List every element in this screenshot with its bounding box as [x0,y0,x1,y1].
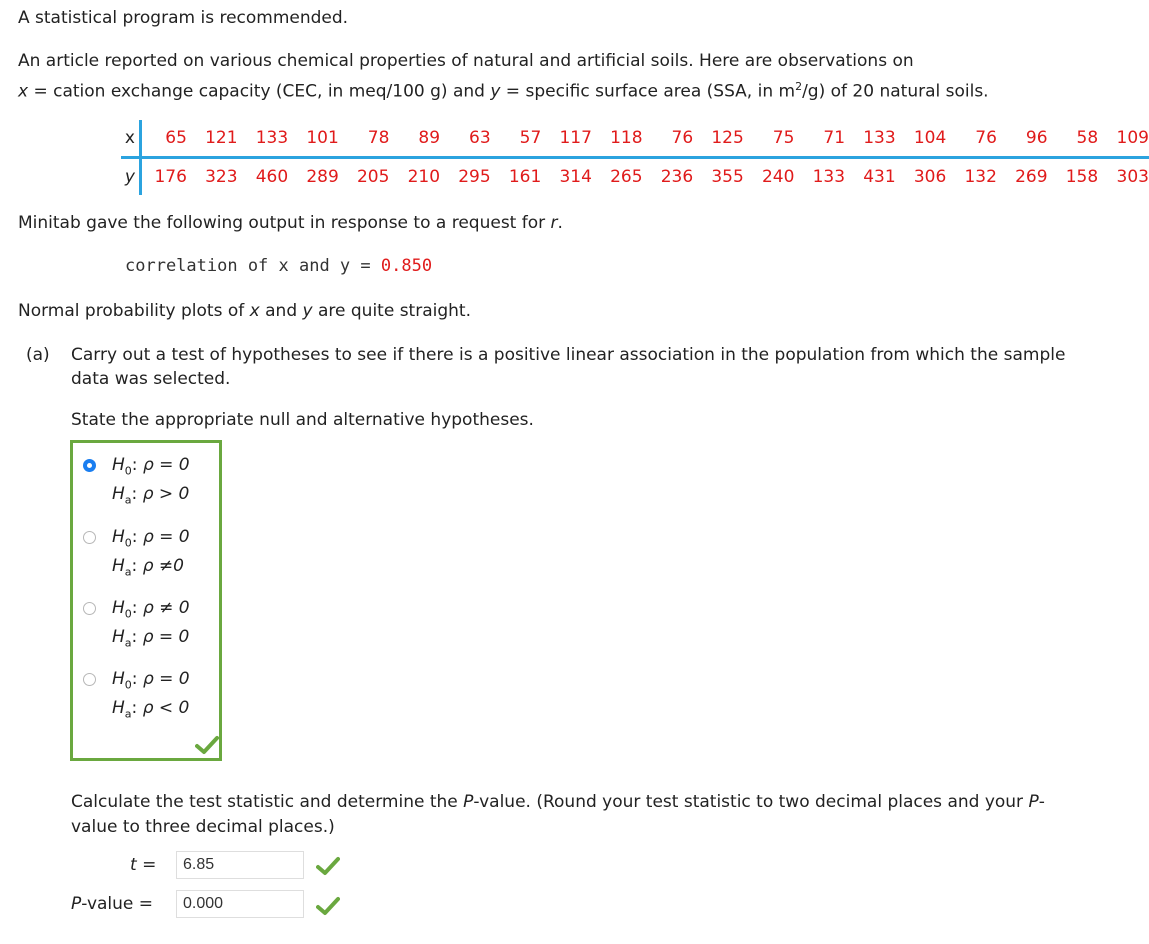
y-value-cell: 236 [660,167,694,187]
y-value-cell: 210 [407,167,441,187]
calc-line2: value to three decimal places.) [71,817,335,837]
alt-hypothesis-4: $H_a$: ρ < 0 [112,698,190,721]
x-definition: = cation exchange capacity (CEC, in meq/100 g) and [28,81,491,102]
y-value-cell: 132 [964,167,997,187]
y-value-cell: 306 [913,167,947,187]
y-value-cell: 289 [306,167,339,187]
minitab-text: Minitab gave the following output in response to a request for r. [18,213,563,233]
radio-option-1[interactable] [83,459,96,472]
x-value-cell: 76 [643,120,694,158]
calc-line1: Calculate the test statistic and determine the P-value. (Round your test statistic to two decimal places and your P- [71,792,1045,812]
y-value-cell: 314 [559,167,592,187]
y-value-cell: 133 [812,167,846,187]
hypotheses-options-box [70,440,222,761]
x-value-cell: 96 [997,120,1048,158]
intro-text: A statistical program is recommended. [18,8,349,28]
radio-option-3[interactable] [83,602,96,615]
null-hypothesis-1: $H_0$: ρ = 0 [112,455,190,478]
t-value-input[interactable]: 6.85 [176,851,304,879]
p-value-label: P-value = [71,894,154,914]
part-a-line2: data was selected. [71,369,231,389]
x-value-cell: 133 [845,120,896,158]
y-value-cell: 303 [1116,167,1149,187]
p-check-icon [316,896,340,916]
check-icon [195,735,219,755]
null-hypothesis-2: $H_0$: ρ = 0 [112,527,190,550]
x-row-label: x [121,120,140,158]
part-a-line1: Carry out a test of hypotheses to see if there is a positive linear association in the population from which the sample [71,345,1066,365]
null-hypothesis-4: $H_0$: ρ = 0 [112,669,190,692]
y-row-label: y [121,158,140,196]
y-value-cell: 355 [711,167,744,187]
y-value-cell: 295 [458,167,491,187]
x-value-cell: 65 [140,120,187,158]
null-hypothesis-3: $H_0$: ρ ≠ 0 [112,598,190,621]
p-value-input[interactable]: 0.000 [176,890,304,918]
x-var: x [18,81,29,102]
x-value-cell: 109 [1098,120,1149,158]
x-value-cell: 118 [592,120,643,158]
r-var: r [550,213,558,233]
alt-hypothesis-1: $H_a$: ρ > 0 [112,484,190,507]
paragraph-end: /g) of 20 natural soils. [802,81,989,102]
alt-hypothesis-2: $H_a$: ρ ≠0 [112,556,184,579]
y-value-cell: 431 [863,167,896,187]
x-value-cell: 63 [440,120,491,158]
y-value-cell: 176 [154,167,187,187]
superscript-2: 2 [795,80,803,93]
y-value-cell: 323 [205,167,238,187]
y-value-cell: 205 [356,167,390,187]
radio-option-4[interactable] [83,673,96,686]
alt-hypothesis-3: $H_a$: ρ = 0 [112,627,190,650]
t-label: t = [130,855,157,875]
x-value-cell: 58 [1048,120,1099,158]
radio-option-2[interactable] [83,531,96,544]
x-value-cell: 121 [187,120,238,158]
x-value-cell: 101 [288,120,339,158]
y-value-cell: 269 [1015,167,1048,187]
part-a-label: (a) [26,345,50,365]
output-text: correlation of x and y = [125,256,381,276]
x-value-cell: 89 [389,120,440,158]
y-value-cell: 460 [255,167,289,187]
data-table [121,120,1149,195]
t-check-icon [316,856,340,876]
x-value-cell: 75 [744,120,795,158]
y-value-cell: 158 [1065,167,1099,187]
normal-text: Normal probability plots of x and y are quite straight. [18,301,471,321]
paragraph-line1: An article reported on various chemical properties of natural and artificial soils. Here are observations on [18,51,914,71]
x-value-cell: 78 [339,120,390,158]
x-value-cell: 71 [794,120,845,158]
y-definition: = specific surface area (SSA, in m [500,81,796,102]
x-value-cell: 117 [541,120,592,158]
x-value-cell: 104 [896,120,947,158]
y-value-cell: 265 [610,167,643,187]
minitab-output [125,256,432,276]
correlation-value: 0.850 [380,256,433,276]
y-row [121,158,1149,196]
x-value-cell: 76 [946,120,997,158]
x-row [121,120,1149,158]
x-value-cell: 57 [491,120,542,158]
y-value-cell: 240 [761,167,795,187]
state-hypotheses: State the appropriate null and alternative hypotheses. [71,410,534,430]
paragraph-line2 [18,80,989,102]
y-value-cell: 161 [508,167,542,187]
x-value-cell: 133 [238,120,289,158]
y-var: y [490,81,501,102]
x-value-cell: 125 [693,120,744,158]
